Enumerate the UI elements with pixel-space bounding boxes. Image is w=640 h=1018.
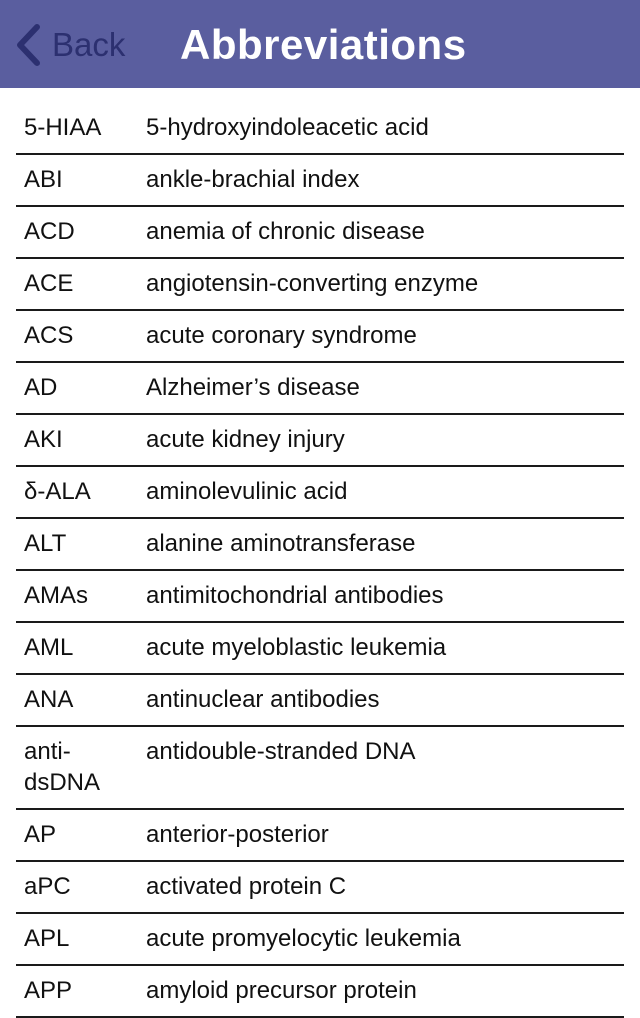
list-item[interactable] [16,914,624,966]
definition: aminolevulinic acid [146,478,348,505]
list-item[interactable] [16,363,624,415]
abbreviation: ACE [24,270,74,297]
list-item[interactable] [16,103,624,155]
definition: 5-hydroxyindoleacetic acid [146,114,429,141]
abbreviation: AKI [24,426,63,453]
abbreviation: AP [24,821,57,848]
definition: antinuclear antibodies [146,686,380,713]
definition: angiotensin-converting enzyme [146,270,479,297]
abbreviation: AMAs [24,582,89,609]
list-item[interactable] [16,415,624,467]
definition: activated protein C [146,873,347,900]
definition: Alzheimer’s disease [146,374,360,401]
list-item[interactable] [16,571,624,623]
definition: acute myeloblastic leukemia [146,634,447,661]
navigation-bar [0,0,640,88]
abbreviation: ABI [24,166,63,193]
abbreviation: anti-dsDNA [24,738,101,796]
abbreviation: δ-ALA [24,478,91,505]
definition: acute coronary syndrome [146,322,417,349]
list-item[interactable] [16,675,624,727]
list-item[interactable] [16,966,624,1018]
abbreviation: AML [24,634,74,661]
back-button-label: Back [52,26,126,63]
page-title: Abbreviations [180,21,467,68]
abbreviation: ACS [24,322,74,349]
abbreviation: AD [24,374,58,401]
definition: alanine aminotransferase [146,530,416,557]
list-item[interactable] [16,259,624,311]
abbreviation: ANA [24,686,74,713]
abbreviation: aPC [24,873,71,900]
definition: amyloid precursor protein [146,977,417,1004]
list-item[interactable] [16,311,624,363]
definition: antidouble-stranded DNA [146,738,416,765]
abbreviation-list[interactable] [16,103,624,1018]
abbreviation: ALT [24,530,67,557]
definition: acute promyelocytic leukemia [146,925,461,952]
abbreviation: ACD [24,218,75,245]
list-item[interactable] [16,207,624,259]
abbreviation: APL [24,925,70,952]
abbreviation: APP [24,977,73,1004]
list-item[interactable] [16,467,624,519]
abbreviation: 5-HIAA [24,114,102,141]
definition: ankle-brachial index [146,166,360,193]
definition: acute kidney injury [146,426,345,453]
list-item[interactable] [16,623,624,675]
list-item[interactable] [16,862,624,914]
list-item[interactable] [16,519,624,571]
list-item[interactable] [16,155,624,207]
list-item[interactable] [16,810,624,862]
chevron-left-icon [14,23,42,67]
definition: anemia of chronic disease [146,218,425,245]
definition: anterior-posterior [146,821,329,848]
list-item[interactable] [16,727,624,810]
definition: antimitochondrial antibodies [146,582,444,609]
back-button[interactable] [14,22,125,68]
